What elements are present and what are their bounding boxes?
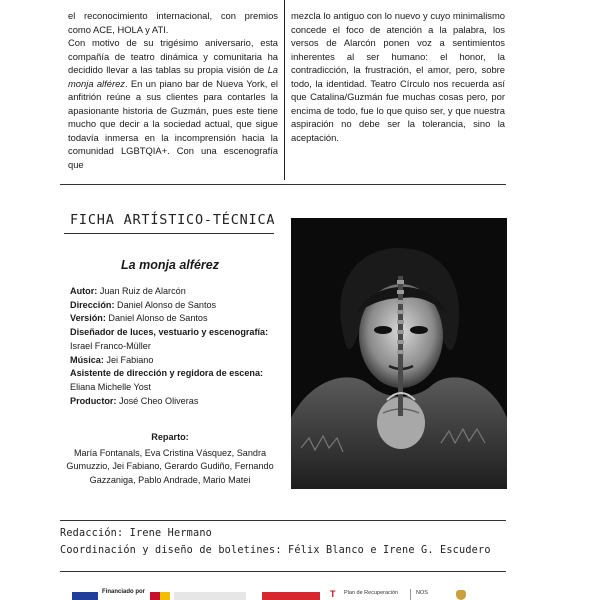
coordinacion-line: Coordinación y diseño de boletines: Félix Blanco e Irene G. Escudero [60, 545, 491, 556]
column-separator [284, 0, 285, 180]
credit-row: Asistente de dirección y regidora de escena: [70, 368, 264, 379]
redaccion-line: Redacción: Irene Hermano [60, 528, 213, 539]
spain-flag-icon [150, 592, 160, 600]
credit-row: Dirección: Daniel Alonso de Santos [70, 299, 217, 310]
government-banner-icon [174, 592, 246, 600]
credit-row: Versión: Daniel Alonso de Santos [70, 313, 208, 324]
spain-government-logo [150, 589, 250, 600]
paragraph-3: mezcla lo antiguo con lo nuevo y cuyo minimalismo concede el foco de atención a la palabra, los versos de Alarcón ponen voz a sentimientos inherentes al ser humano: el honor, la contradicción, la frustración, el amor, pero, sobre todo, la identidad. Teatro Círculo nos recuerda así que Catalina/Guzmán fue muchas cosas pero, por encima de todo, fue lo que quiso ser, y que nuestra aspiración no debe ser la tolerancia, sino la aceptación. [291, 10, 505, 143]
section-divider [60, 184, 506, 185]
credit-row: Música: Jei Fabiano [70, 354, 154, 365]
footer-divider-bottom [60, 571, 506, 572]
ficha-heading: FICHA ARTÍSTICO-TÉCNICA [70, 212, 276, 228]
plan-caption: Plan de Recuperación [344, 590, 399, 596]
credit-row: Autor: Juan Ruiz de Alarcón [70, 286, 186, 296]
plan-recuperacion-logo [330, 589, 440, 600]
eu-caption: Financiado por [102, 589, 146, 595]
plan-mark-icon: T [330, 589, 336, 599]
red-banner-icon [262, 592, 320, 600]
cast-names: María Fontanals, Eva Cristina Vásquez, Sandra Gumuzzio, Jei Fabiano, Gerardo Gudiño, Fernando Gazzaniga, Pablo Andrade, Mario Matei [66, 447, 274, 485]
paragraph-2: Con motivo de su trigésimo aniversario, esta compañía de teatro dinámica y comunitaria ha decidido llevar a las tablas su propia visión de La monja alférez. En un piano bar de Nueva York, el anfitrión reúne a sus clientes para contarles la apasionante historia de Guzmán, pues este tiene mucho que decir a la sociedad actual, que sigue todavía inmersa en la incomprensión hacia la comunidad LGBTQIA+. Con una escenografía que [68, 37, 278, 171]
nos-caption: NOS [416, 590, 428, 596]
performer-photo-illustration [291, 218, 507, 489]
regional-crest-logo [454, 589, 468, 600]
cast-block [64, 431, 276, 487]
eu-logo [72, 589, 146, 600]
paragraph-1: el reconocimiento internacional, con premios como ACE, HOLA y ATI. [68, 10, 278, 35]
work-title: La monja alférez [121, 258, 219, 272]
credit-row: Israel Franco-Müller [70, 340, 151, 351]
crest-icon [456, 590, 466, 600]
eu-flag-icon [72, 592, 98, 600]
ficha-heading-underline [64, 233, 274, 234]
red-banner-logo [262, 589, 320, 600]
cast-heading: Reparto: [151, 432, 189, 442]
credit-row: Productor: José Cheo Oliveras [70, 395, 199, 406]
article-right-column [291, 9, 505, 144]
work-title-inline: La monja alférez [68, 64, 278, 89]
article-left-column [68, 9, 278, 172]
credit-row: Diseñador de luces, vestuario y escenografía: [70, 327, 269, 338]
footer-divider-top [60, 520, 506, 521]
credits-list [70, 285, 280, 408]
performer-photo [291, 218, 507, 489]
credit-row: Eliana Michelle Yost [70, 381, 151, 392]
